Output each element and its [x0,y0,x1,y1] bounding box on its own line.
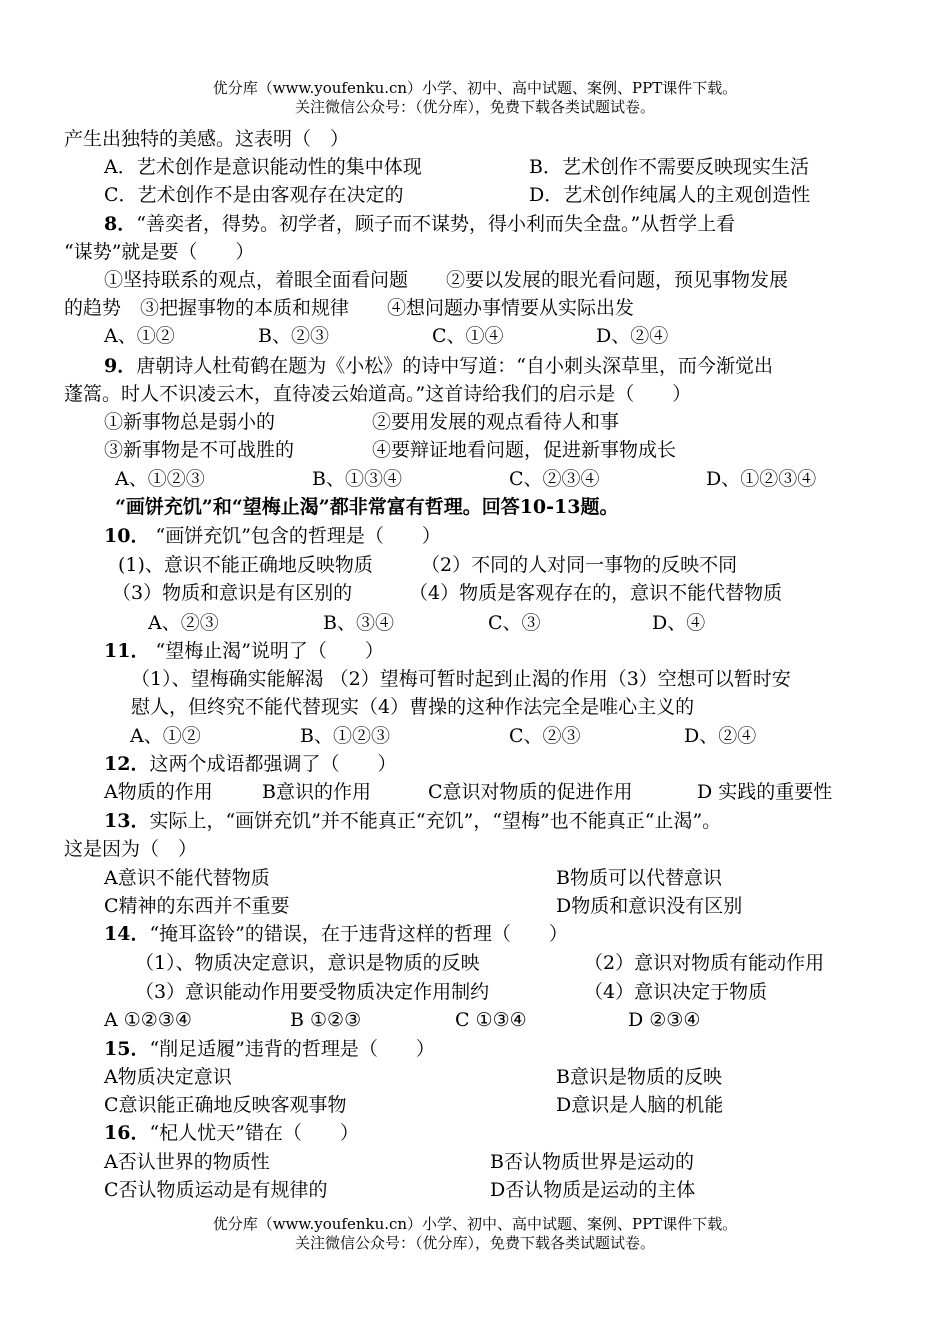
q15-stem-text: “削足适履”违背的哲理是（ ） [149,1038,435,1060]
q10-statement-4: （4）物质是客观存在的，意识不能代替物质 [409,582,783,604]
q16-option-c: C否认物质运动是有规律的 [104,1179,328,1201]
q13-option-d: D物质和意识没有区别 [556,895,743,917]
q7-option-d: D．艺术创作纯属人的主观创造性 [529,184,811,206]
q12-option-b: B意识的作用 [262,781,371,803]
q8-stem-text: “善奕者，得势。初学者，顾子而不谋势，得小利而失全盘。”从哲学上看 [136,213,736,235]
q15-option-b: B意识是物质的反映 [556,1066,722,1088]
q12-number: 12． [104,753,150,775]
q11-option-c: C、②③ [509,725,581,747]
q11-number: 11． [104,640,150,662]
q10-statement-1: (1)、意识不能正确地反映物质 [118,554,373,576]
q9-statement-3: ③新事物是不可战胜的 [104,439,295,461]
q14-statement-1: （1）、物质决定意识，意识是物质的反映 [135,952,480,974]
q13-option-b: B物质可以代替意识 [556,867,722,889]
q15-stem [104,1037,435,1061]
q14-option-b: B ①②③ [290,1009,362,1031]
q16-stem [104,1121,359,1145]
q10-option-d: D、④ [652,612,706,634]
q16-option-b: B否认物质世界是运动的 [490,1151,694,1173]
q13-number: 13． [104,810,150,832]
q10-number: 10． [104,525,150,547]
page-footer-line-2: 关注微信公众号：（优分库），免费下载各类试题试卷。 [294,1234,655,1252]
q16-option-d: D否认物质是运动的主体 [490,1179,696,1201]
q9-option-c: C、②③④ [509,468,600,490]
q11-option-a: A、①② [130,725,201,747]
q10-statement-3: （3）物质和意识是有区别的 [112,582,353,604]
q13-stem-line-1 [104,809,721,833]
page-header-line-2: 关注微信公众号：（优分库），免费下载各类试题试卷。 [294,98,655,116]
q10-stem-text: “画饼充饥”包含的哲理是（ ） [155,525,441,547]
q15-number: 15． [104,1038,150,1060]
q8-statements-line-2: 的趋势 ③把握事物的本质和规律 ④想问题办事情要从实际出发 [64,297,635,319]
q7-option-b: B．艺术创作不需要反映现实生活 [529,156,809,178]
q8-stem-line-1 [104,212,735,236]
q9-stem-line-1 [104,354,773,378]
q14-option-a: A ①②③④ [104,1009,192,1031]
q9-number: 9． [104,355,137,377]
q13-stem-line-2: 这是因为（ ） [64,838,198,860]
q8-option-a: A、①② [104,325,175,347]
q14-option-c: C ①③④ [455,1009,527,1031]
q10-stem [104,524,441,548]
q9-stem-text: 唐朝诗人杜荀鹤在题为《小松》的诗中写道：“自小刺头深草里，而今渐觉出 [136,355,773,377]
q14-stem-text: “掩耳盗铃”的错误，在于违背这样的哲理（ ） [149,923,568,945]
page-header-line-1: 优分库（www.youfenku.cn）小学、初中、高中试题、案例、PPT课件下载。 [212,79,738,97]
q14-statement-2: （2）意识对物质有能动作用 [584,952,825,974]
q13-option-a: A意识不能代替物质 [104,867,270,889]
q7-option-c: C．艺术创作不是由客观存在决定的 [104,184,404,206]
q9-option-b: B、①③④ [312,468,402,490]
q12-stem [104,752,396,776]
q15-option-c: C意识能正确地反映客观事物 [104,1094,347,1116]
q10-option-b: B、③④ [323,612,394,634]
q7-stem-tail: 产生出独特的美感。这表明（ ） [64,128,350,150]
q14-stem [104,922,568,946]
q9-option-a: A、①②③ [115,468,205,490]
q12-stem-text: 这两个成语都强调了（ ） [149,753,397,775]
q8-statements-line-1: ①坚持联系的观点，着眼全面看问题 ②要以发展的眼光看问题，预见事物发展 [104,269,789,291]
q14-option-d: D ②③④ [628,1009,701,1031]
q9-stem-line-2: 蓬篙。时人不识凌云木，直待凌云始道高。”这首诗给我们的启示是（ ） [64,383,692,405]
q9-option-d: D、①②③④ [706,468,817,490]
q8-option-c: C、①④ [432,325,504,347]
q14-number: 14． [104,923,150,945]
q11-stem [104,639,384,663]
q9-statement-4: ④要辩证地看问题，促进新事物成长 [372,439,677,461]
q16-number: 16． [104,1122,150,1144]
q8-number: 8． [104,213,137,235]
q16-option-a: A否认世界的物质性 [104,1151,270,1173]
q15-option-a: A物质决定意识 [104,1066,232,1088]
q11-statements-line-1: （1）、望梅确实能解渴 （2）望梅可暂时起到止渴的作用（3）空想可以暂时安 [131,668,791,690]
q16-stem-text: “杞人忧天”错在（ ） [149,1122,359,1144]
q15-option-d: D意识是人脑的机能 [556,1094,724,1116]
q13-stem-text: 实际上，“画饼充饥”并不能真正“充饥”，“望梅”也不能真正“止渴”。 [149,810,722,832]
q10-option-a: A、②③ [148,612,219,634]
q12-option-c: C意识对物质的促进作用 [428,781,633,803]
section-intro: “画饼充饥”和“望梅止渴”都非常富有哲理。回答10-13题。 [115,496,619,518]
q9-statement-2: ②要用发展的观点看待人和事 [372,411,620,433]
q11-option-d: D、②④ [684,725,757,747]
q12-option-a: A物质的作用 [104,781,213,803]
q7-option-a: A．艺术创作是意识能动性的集中体现 [104,156,422,178]
q10-statement-2: （2）不同的人对同一事物的反映不同 [421,554,738,576]
q14-statement-4: （4）意识决定于物质 [584,981,768,1003]
q11-statements-line-2: 慰人，但终究不能代替现实（4）曹操的这种作法完全是唯心主义的 [131,696,695,718]
q10-option-c: C、③ [488,612,541,634]
q8-stem-line-2: “谋势”就是要（ ） [64,241,255,263]
q11-option-b: B、①②③ [300,725,390,747]
q13-option-c: C精神的东西并不重要 [104,895,290,917]
q14-statement-3: （3）意识能动作用要受物质决定作用制约 [135,981,490,1003]
q12-option-d: D 实践的重要性 [697,781,833,803]
q11-stem-text: “望梅止渴”说明了（ ） [155,640,384,662]
q8-option-b: B、②③ [258,325,329,347]
q8-option-d: D、②④ [596,325,669,347]
q9-statement-1: ①新事物总是弱小的 [104,411,276,433]
page-footer-line-1: 优分库（www.youfenku.cn）小学、初中、高中试题、案例、PPT课件下载。 [212,1215,738,1233]
